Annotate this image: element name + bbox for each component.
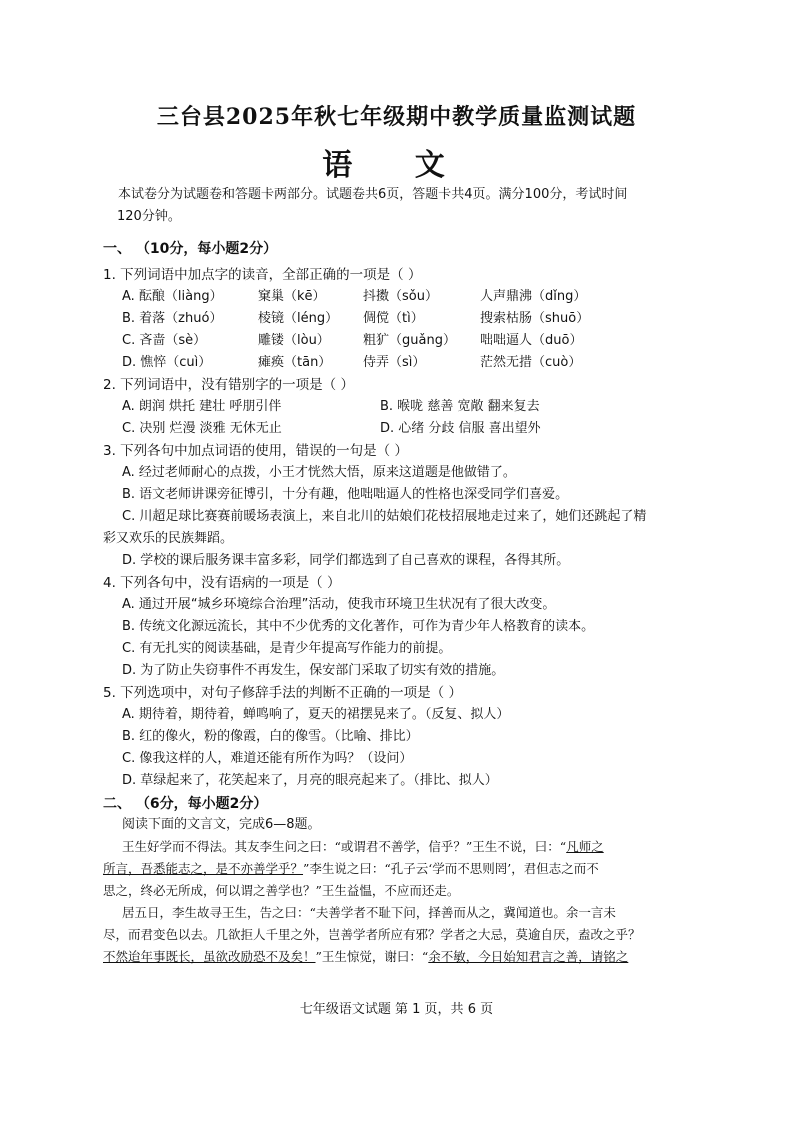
q1-option-a-word-3: 抖擞（sǒu） (363, 289, 438, 304)
question-1-stem: 1. 下列词语中加点字的读音，全部正确的一项是（ ） (103, 267, 422, 283)
exam-instructions (118, 184, 698, 228)
q3-option-c: C. 川超足球比赛赛前暖场表演上，来自北川的姑娘们花枝招展地走过来了，她们还跳起了精 (122, 509, 647, 524)
instructions-line-1: 本试卷分为试题卷和答题卡两部分。试题卷共6页，答题卡共4页。满分100分，考试时间 (118, 187, 628, 202)
q3-option-d: D. 学校的课后服务课丰富多彩，同学们都选到了自己喜欢的课程，各得其所。 (122, 553, 570, 568)
q1-option-b-word-3: 倜傥（tì） (363, 311, 424, 326)
instructions-line-2: 120分钟。 (117, 209, 181, 224)
q1-option-d-word-4: 茫然无措（cuò） (480, 355, 582, 370)
q1-option-a-word-4: 人声鼎沸（dǐng） (480, 289, 587, 304)
passage-p1-segment-1: 王生好学而不得法。其友李生问之曰：“或谓君不善学，信乎？”王生不说，曰：“ (122, 839, 567, 854)
q1-option-b-word-4: 搜索枯肠（shuō） (480, 311, 590, 326)
q5-option-c: C. 像我这样的人，难道还能有所作为吗？（设问） (122, 751, 413, 766)
q5-option-d: D. 草绿起来了，花笑起来了，月亮的眼亮起来了。（排比、拟人） (122, 773, 498, 788)
question-4-stem: 4. 下列各句中，没有语病的一项是（ ） (103, 575, 341, 591)
q1-option-c-word-3: 粗犷（guǎng） (363, 333, 456, 348)
section-2-heading: 二、 （6分，每小题2分） (103, 796, 268, 812)
q1-option-c-word-4: 咄咄逼人（duō） (480, 333, 583, 348)
q1-option-d-word-3: 侍弄（sì） (363, 355, 426, 370)
question-2-stem: 2. 下列词语中，没有错别字的一项是（ ） (103, 377, 354, 393)
passage-p2-underlined-2: 余不敏，今日始知君言之善，请铭之 (428, 949, 629, 964)
q1-option-a-word-2: 窠巢（kē） (258, 289, 326, 304)
question-5-stem: 5. 下列选项中，对句子修辞手法的判断不正确的一项是（ ） (103, 685, 462, 701)
q1-option-c-word-2: 雕镂（lòu） (258, 333, 330, 348)
q2-option-d: D. 心绪 分歧 信服 喜出望外 (380, 421, 541, 436)
q1-option-c-word-1: C. 吝啬（sè） (122, 333, 207, 348)
q3-option-c-continued: 彩又欢乐的民族舞蹈。 (103, 531, 234, 546)
section-2-instruction: 阅读下面的文言文，完成6—8题。 (122, 817, 321, 832)
passage-paragraph-2-line-2: 尽，而君变色以去。几欲拒人千里之外，岂善学者所应有邪？学者之大忌，莫逾自厌，盍改之乎？ (103, 927, 641, 942)
subject-title: 语 文 (322, 148, 471, 183)
passage-p1-underlined-2: 所言，吾悉能志之，是不亦善学乎？ (103, 861, 304, 876)
q1-option-d-word-1: D. 憔悴（cuì） (122, 355, 212, 370)
passage-paragraph-2: 居五日，李生故寻王生，告之曰：“夫善学者不耻下问，择善而从之，冀闻道也。余一言未 (122, 905, 616, 920)
passage-p1-segment-2: ”李生说之曰：“孔子云‘学而不思则罔’，君但志之而不 (303, 861, 599, 876)
passage-p2-underlined-1: 不然迨年事既长，虽欲改励恐不及矣！ (103, 949, 316, 964)
q4-option-a: A. 通过开展“城乡环境综合治理”活动，使我市环境卫生状况有了很大改变。 (122, 597, 556, 612)
q2-option-b: B. 喉咙 慈善 宽敞 翻来复去 (380, 399, 540, 414)
q5-option-b: B. 红的像火，粉的像霞，白的像雪。（比喻、排比） (122, 729, 419, 744)
passage-p1-underlined-1: 凡师之 (566, 839, 604, 854)
passage-p2-segment-1: ”王生惊觉，谢曰：“ (315, 949, 429, 964)
q4-option-c: C. 有无扎实的阅读基础，是青少年提高写作能力的前提。 (122, 641, 452, 656)
page-footer: 七年级语文试题 第 1 页，共 6 页 (299, 1002, 494, 1017)
q1-option-d-word-2: 瘫痪（tān） (258, 355, 332, 370)
q3-option-b: B. 语文老师讲课旁征博引，十分有趣，他咄咄逼人的性格也深受同学们喜爱。 (122, 487, 569, 502)
passage-paragraph-1 (122, 837, 604, 857)
q1-option-a-word-1: A. 酝酿（liàng） (122, 289, 223, 304)
question-3-stem: 3. 下列各句中加点词语的使用，错误的一句是（ ） (103, 443, 408, 459)
q2-option-c: C. 决别 烂漫 淡雅 无休无止 (122, 421, 282, 436)
section-1-heading: 一、 （10分，每小题2分） (103, 241, 278, 257)
q1-option-b-word-2: 棱镜（léng） (258, 311, 339, 326)
q5-option-a: A. 期待着，期待着，蝉鸣响了，夏天的裙摆晃来了。（反复、拟人） (122, 707, 510, 722)
q2-option-a: A. 朗润 烘托 建壮 呼朋引伴 (122, 399, 282, 414)
exam-title: 三台县2025年秋七年级期中教学质量监测试题 (156, 104, 637, 130)
q4-option-b: B. 传统文化源远流长，其中不少优秀的文化著作，可作为青少年人格教育的读本。 (122, 619, 595, 634)
passage-paragraph-1-line-2 (103, 859, 599, 879)
passage-paragraph-1-line-3: 思之，终必无所成，何以谓之善学也？”王生益愠，不应而还走。 (103, 883, 460, 898)
q1-option-b-word-1: B. 着落（zhuó） (122, 311, 223, 326)
q3-option-a: A. 经过老师耐心的点拨，小王才恍然大悟，原来这道题是他做错了。 (122, 465, 516, 480)
passage-paragraph-2-line-3 (103, 947, 628, 967)
q4-option-d: D. 为了防止失窃事件不再发生，保安部门采取了切实有效的措施。 (122, 663, 505, 678)
